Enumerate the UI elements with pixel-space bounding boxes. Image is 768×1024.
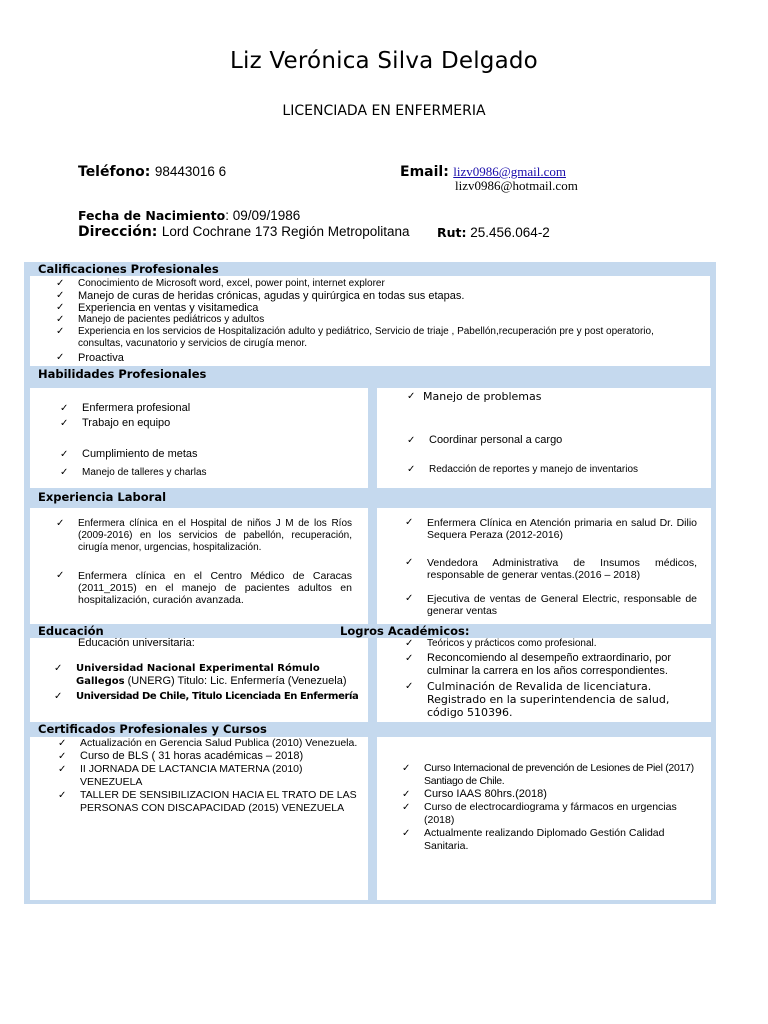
list-item: ✓ Curso de BLS ( 31 horas académicas – 2018) bbox=[58, 750, 358, 763]
phone-label: Teléfono: bbox=[78, 164, 151, 180]
list-item: ✓ Trabajo en equipo bbox=[60, 417, 360, 430]
address-line bbox=[78, 223, 410, 241]
section-title-educacion: Educación bbox=[38, 624, 104, 638]
degree-unerg: (UNERG) Titulo: Lic. Enfermería (Venezuela) bbox=[127, 675, 347, 687]
experiencia-right-list bbox=[405, 517, 697, 617]
list-item: ✓ Manejo de talleres y charlas bbox=[60, 466, 360, 479]
habilidades-right-list bbox=[407, 390, 707, 476]
rut-label: Rut: bbox=[437, 225, 467, 240]
university-chile: Universidad De Chile, Titulo Licenciada En Enfermería bbox=[76, 691, 359, 702]
logros-list bbox=[405, 638, 705, 719]
list-item: ✓ Manejo de curas de heridas crónicas, agudas y quirúrgica en todas sus etapas. bbox=[56, 290, 696, 302]
section-title-experiencia: Experiencia Laboral bbox=[38, 490, 167, 504]
email-link-gmail[interactable]: lizv0986@gmail.com bbox=[453, 164, 566, 179]
list-item: ✓ Proactiva bbox=[56, 352, 696, 364]
section-title-certificados: Certificados Profesionales y Cursos bbox=[38, 722, 267, 736]
list-item: ✓ Teóricos y prácticos como profesional. bbox=[405, 638, 705, 650]
list-item: ✓ Enfermera Clínica en Atención primaria en salud Dr. Dilio Sequera Peraza (2012-2016) bbox=[405, 517, 697, 541]
address-value: Lord Cochrane 173 Región Metropolitana bbox=[161, 224, 410, 239]
list-item: ✓ Vendedora Administrativa de Insumos médicos, responsable de generar ventas.(2016 – 2018) bbox=[405, 557, 697, 581]
habilidades-left-list bbox=[60, 402, 360, 479]
birth-label: Fecha de Nacimiento bbox=[78, 208, 226, 223]
list-item: ✓ Enfermera profesional bbox=[60, 402, 360, 415]
rut-line bbox=[437, 224, 550, 242]
professional-title: LICENCIADA EN ENFERMERIA bbox=[282, 103, 486, 119]
list-item: ✓ Cumplimiento de metas bbox=[60, 448, 360, 461]
phone-line bbox=[78, 163, 226, 181]
educacion-intro: Educación universitaria: bbox=[78, 637, 195, 649]
email-hotmail: lizv0986@hotmail.com bbox=[455, 178, 578, 193]
list-item: ✓ Reconcomiendo al desempeño extraordinario, por culminar la carrera en los años correspondientes. bbox=[405, 652, 705, 678]
section-title-logros: Logros Académicos: bbox=[340, 624, 470, 638]
list-item: ✓ Ejecutiva de ventas de General Electric, responsable de generar ventas bbox=[405, 593, 697, 617]
list-item: ✓ Manejo de pacientes pediátricos y adultos bbox=[56, 314, 696, 326]
certificados-left-list bbox=[58, 737, 358, 815]
list-item: ✓ Experiencia en los servicios de Hospitalización adulto y pediátrico, Servicio de triaje , Pabellón,recuperación pre y post operatorio, consultas, vacunatorio y servicios de cirugía menor. bbox=[56, 326, 696, 350]
educacion-list bbox=[54, 662, 370, 703]
list-item: ✓ Curso de electrocardiograma y fármacos en urgencias (2018) bbox=[402, 801, 707, 827]
experiencia-left-list bbox=[56, 518, 352, 606]
list-item bbox=[54, 662, 370, 688]
certificados-right-list bbox=[402, 762, 707, 853]
candidate-name: Liz Verónica Silva Delgado bbox=[230, 48, 538, 74]
rut-value: 25.456.064-2 bbox=[466, 225, 550, 240]
list-item: ✓ Enfermera clínica en el Hospital de niños J M de los Ríos (2009-2016) en los servicios de pabellón, recuperación, cirugía menor, urgencias, hospitalización. bbox=[56, 518, 352, 554]
list-item: ✓ TALLER DE SENSIBILIZACION HACIA EL TRATO DE LAS PERSONAS CON DISCAPACIDAD (2015) VENEZUELA bbox=[58, 789, 358, 815]
list-item: ✓ Culminación de Revalida de licenciatura. Registrado en la superintendencia de salud, código 510396. bbox=[405, 680, 705, 719]
phone-value: 98443016 6 bbox=[154, 164, 227, 179]
email-label: Email: bbox=[400, 164, 449, 180]
list-item: ✓ Manejo de problemas bbox=[407, 390, 707, 403]
list-item: ✓ Actualmente realizando Diplomado Gestión Calidad Sanitaria. bbox=[402, 827, 707, 853]
list-item bbox=[54, 690, 370, 703]
list-item: ✓ Curso Internacional de prevención de Lesiones de Piel (2017) Santiago de Chile. bbox=[402, 762, 707, 788]
list-item: ✓ Actualización en Gerencia Salud Publica (2010) Venezuela. bbox=[58, 737, 358, 750]
calificaciones-list bbox=[56, 278, 696, 364]
list-item: ✓ Conocimiento de Microsoft word, excel, power point, internet explorer bbox=[56, 278, 696, 290]
list-item: ✓ Coordinar personal a cargo bbox=[407, 434, 707, 447]
list-item: ✓ Experiencia en ventas y visitamedica bbox=[56, 302, 696, 314]
list-item: ✓ Redacción de reportes y manejo de inventarios bbox=[407, 464, 707, 476]
address-label: Dirección: bbox=[78, 224, 158, 240]
university-unerg: Universidad Nacional Experimental Rómulo Gallegos bbox=[76, 663, 320, 687]
list-item: ✓ Curso IAAS 80hrs.(2018) bbox=[402, 788, 707, 801]
list-item: ✓ Enfermera clínica en el Centro Médico de Caracas (2011_2015) en el manejo de pacientes adultos en hospitalización, curación avanzada. bbox=[56, 570, 352, 606]
birth-value: : 09/09/1986 bbox=[225, 208, 301, 223]
list-item: ✓ II JORNADA DE LACTANCIA MATERNA (2010) VENEZUELA bbox=[58, 763, 358, 789]
section-title-habilidades: Habilidades Profesionales bbox=[38, 367, 207, 381]
section-title-calificaciones: Calificaciones Profesionales bbox=[38, 262, 219, 276]
